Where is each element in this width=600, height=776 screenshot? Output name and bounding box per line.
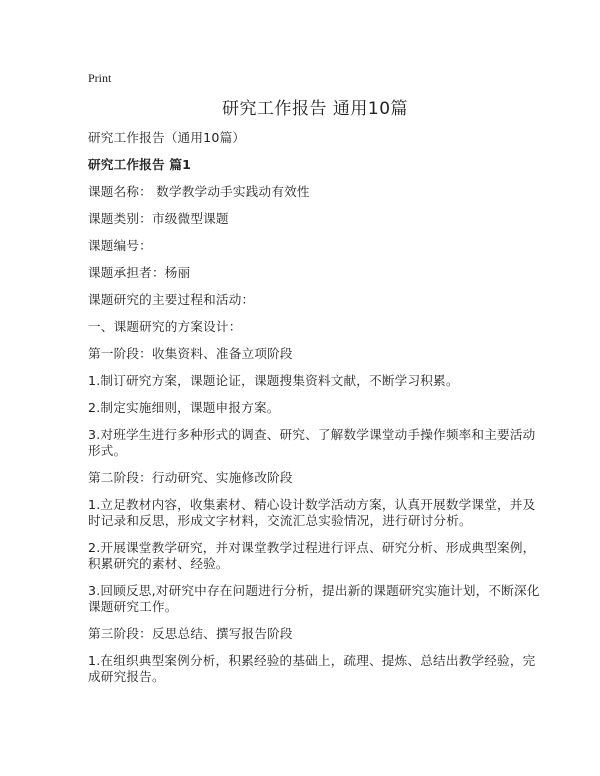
paragraph: 第二阶段：行动研究、实施修改阶段 bbox=[88, 470, 293, 485]
paragraph: 3.回顾反思,对研究中存在问题进行分析，提出新的课题研究实施计划，不断深化课题研究工作。 bbox=[88, 583, 540, 614]
paragraph: 3.对班学生进行多种形式的调查、研究、了解数学课堂动手操作频率和主要活动形式。 bbox=[88, 427, 536, 458]
paragraph: 1.立足教材内容，收集素材、精心设计数学活动方案，认真开展数学课堂，并及时记录和反思，形成文字材料，交流汇总实验情况，进行研讨分析。 bbox=[88, 497, 536, 528]
print-link[interactable]: Print bbox=[88, 71, 112, 85]
paragraph: 2.制定实施细则，课题申报方案。 bbox=[88, 400, 280, 415]
paragraph: 课题类别：市级微型课题 bbox=[88, 211, 229, 226]
document-title: 研究工作报告 通用10篇 bbox=[221, 99, 409, 119]
section-heading: 研究工作报告 篇1 bbox=[88, 157, 192, 172]
document-subtitle: 研究工作报告（通用10篇） bbox=[88, 130, 246, 145]
paragraph: 课题承担者：杨丽 bbox=[88, 265, 191, 280]
paragraph: 1.在组织典型案例分析，积累经验的基础上，疏理、提炼、总结出教学经验，完成研究报告。 bbox=[88, 653, 536, 684]
paragraph: 第三阶段：反思总结、撰写报告阶段 bbox=[88, 626, 293, 641]
paragraph: 课题研究的主要过程和活动： bbox=[88, 292, 255, 307]
paragraph: 2.开展课堂教学研究，并对课堂教学过程进行评点、研究分析、形成典型案例，积累研究的素材、经验。 bbox=[88, 540, 536, 571]
paragraph: 课题名称： 数学教学动手实践动有效性 bbox=[88, 184, 310, 199]
paragraph: 课题编号： bbox=[88, 238, 152, 253]
document-body bbox=[88, 184, 542, 685]
paragraph: 一、课题研究的方案设计： bbox=[88, 319, 242, 334]
paragraph: 第一阶段：收集资料、准备立项阶段 bbox=[88, 346, 293, 361]
paragraph: 1.制订研究方案，课题论证，课题搜集资料文献，不断学习积累。 bbox=[88, 373, 459, 388]
document-page bbox=[88, 70, 542, 696]
